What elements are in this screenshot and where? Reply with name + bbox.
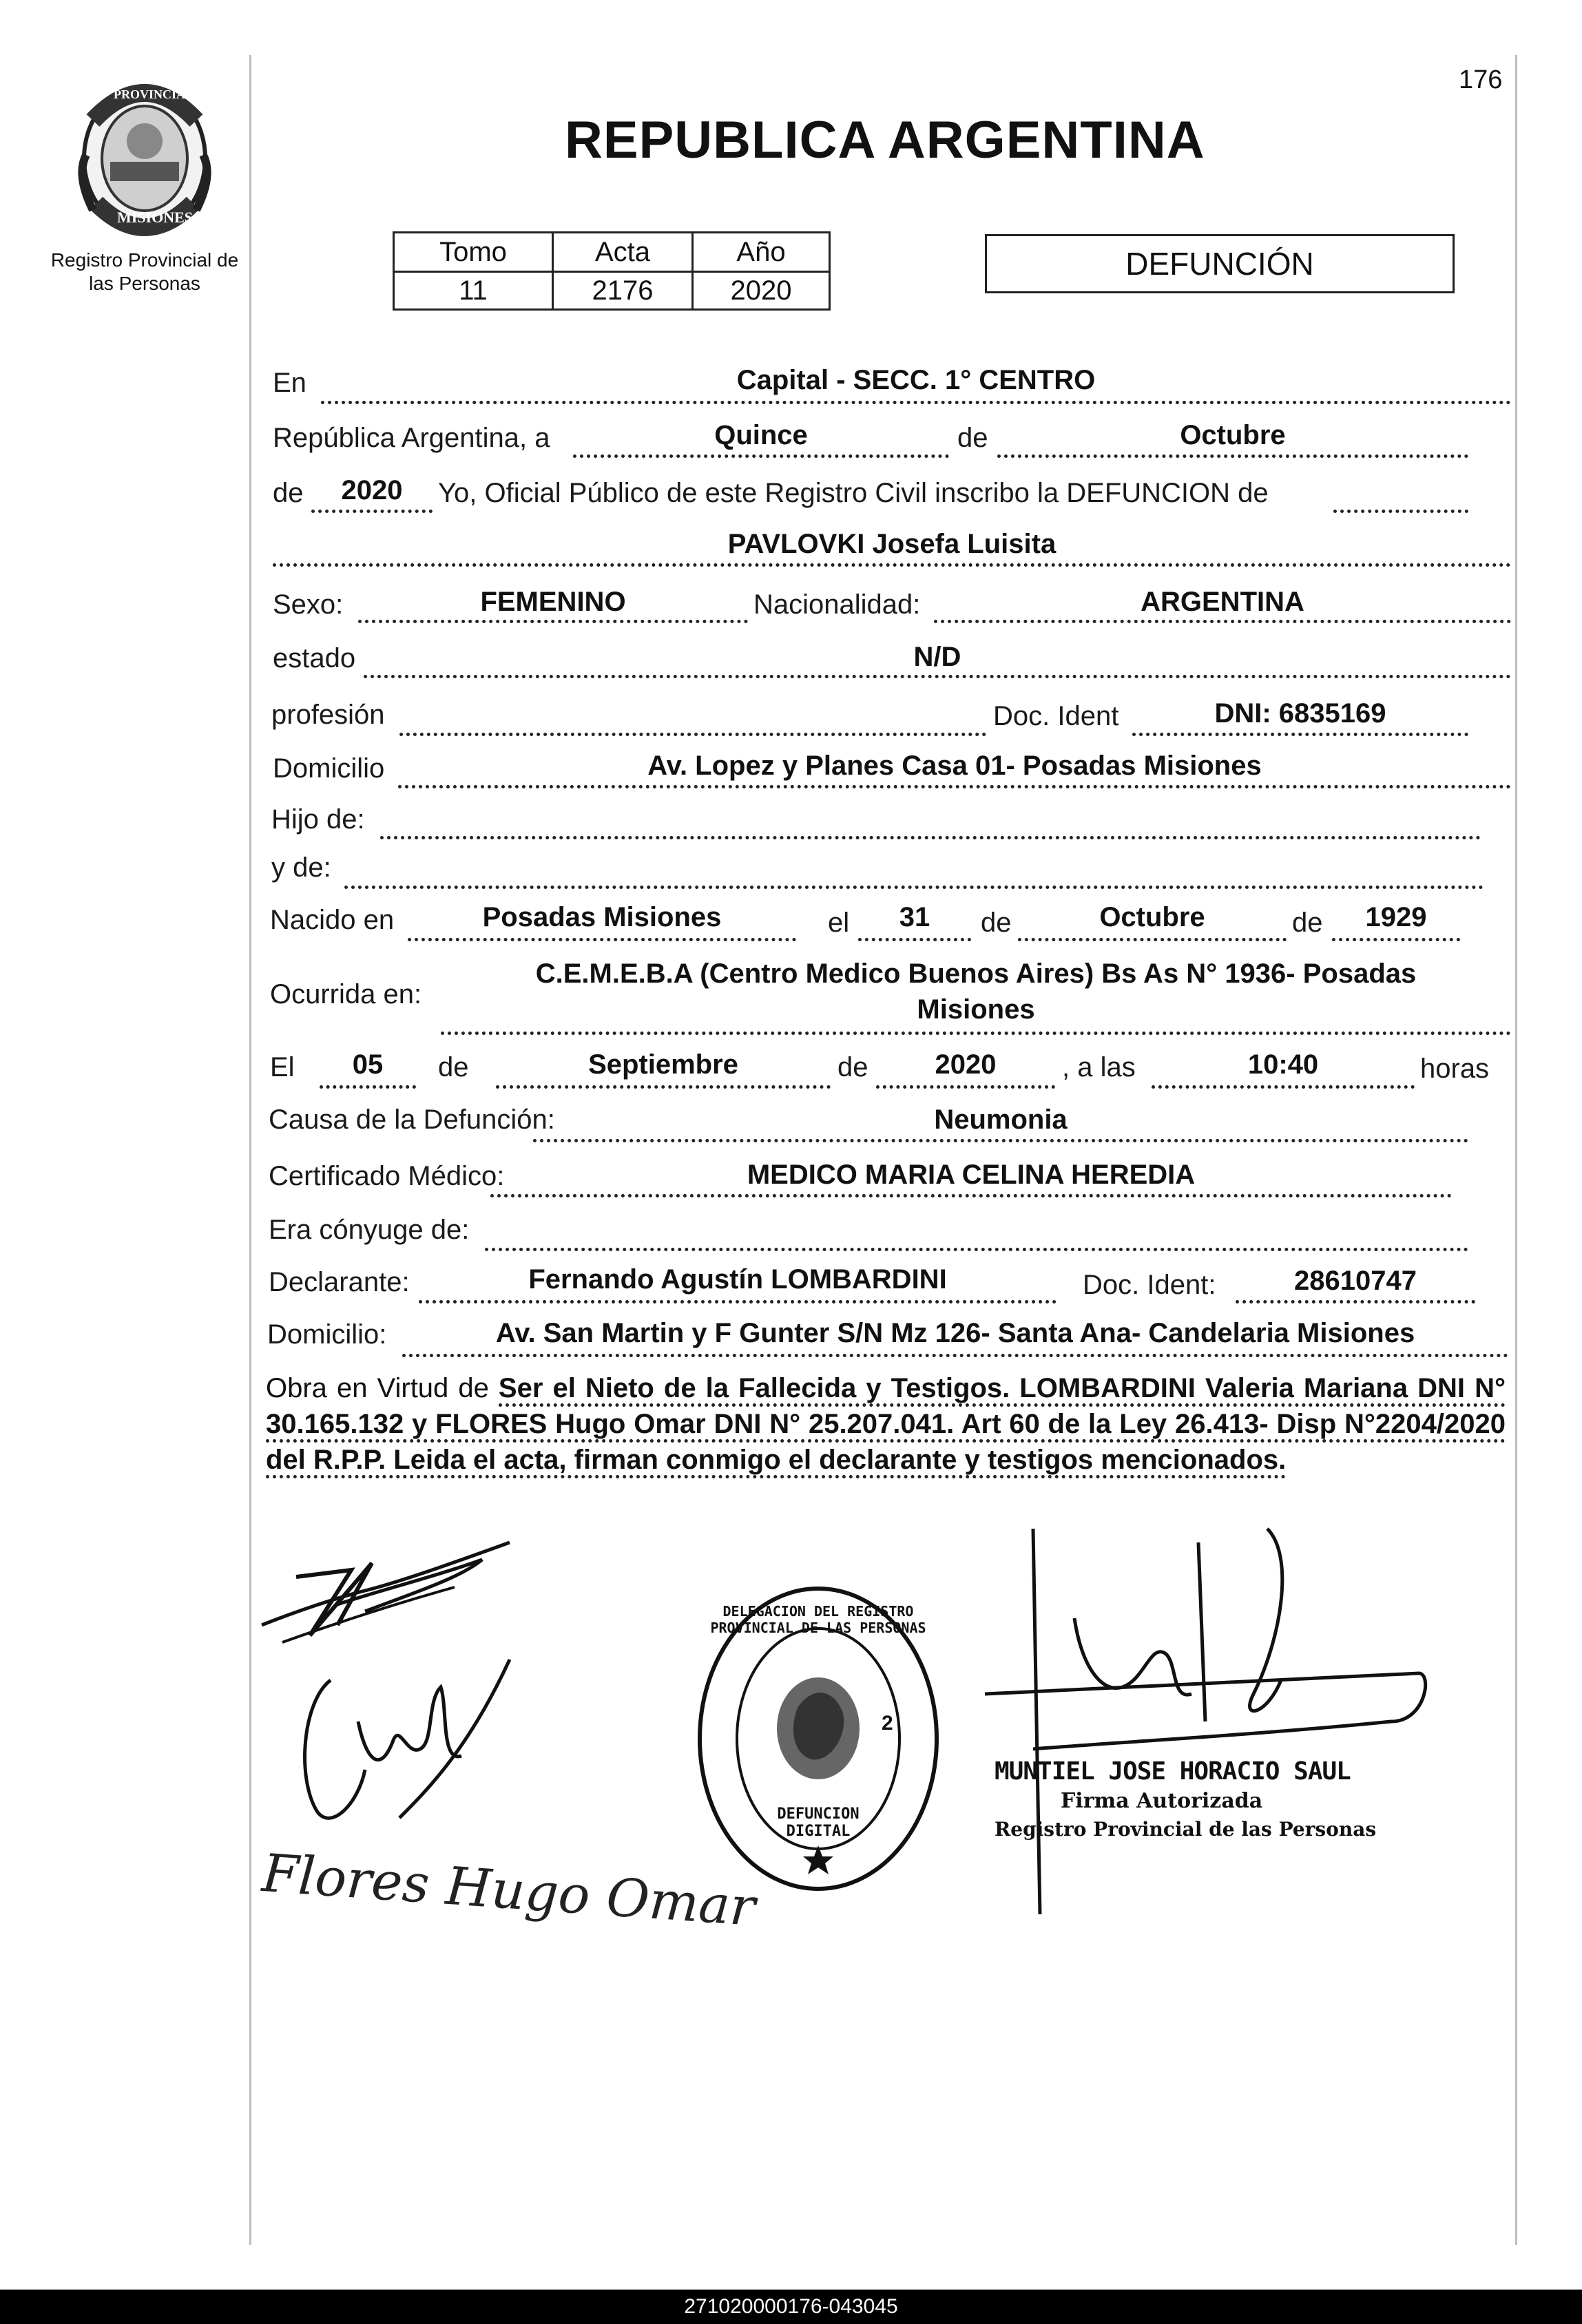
profession-line <box>399 733 986 736</box>
nationality-value: ARGENTINA <box>1141 587 1304 617</box>
declarant-value: Fernando Agustín LOMBARDINI <box>528 1264 947 1295</box>
death-day-line <box>320 1085 416 1089</box>
sexo-label: Sexo: <box>273 589 344 620</box>
ocurrida-en-label: Ocurrida en: <box>270 979 422 1009</box>
death-year-line <box>876 1085 1055 1089</box>
cause-value: Neumonia <box>934 1105 1068 1135</box>
witness-signature <box>289 1639 523 1845</box>
registry-table <box>393 231 831 311</box>
republica-label: República Argentina, a <box>273 423 550 453</box>
registry-name-line2: las Personas <box>89 273 200 294</box>
month-line <box>997 454 1468 458</box>
declarant-domicile-line <box>402 1354 1508 1357</box>
y-de-label: y de: <box>271 852 331 883</box>
birth-place-value: Posadas Misiones <box>482 902 722 932</box>
de-label-6: de <box>837 1052 868 1082</box>
cause-line <box>533 1139 1468 1142</box>
de-label-5: de <box>438 1052 469 1082</box>
sex-line <box>358 620 748 623</box>
doc-ident-value: DNI: 6835169 <box>1214 698 1386 729</box>
birth-year-line <box>1332 938 1460 941</box>
acta-value: 2176 <box>553 272 693 310</box>
birth-day-line <box>858 938 971 941</box>
year-line <box>311 510 433 513</box>
certificate-line <box>490 1194 1452 1197</box>
tomo-header: Tomo <box>394 233 553 272</box>
certificate-value: MEDICO MARIA CELINA HEREDIA <box>747 1160 1196 1190</box>
death-day-value: 05 <box>352 1049 384 1080</box>
birth-month-line <box>1018 938 1287 941</box>
death-time-value: 10:40 <box>1247 1049 1319 1080</box>
civil-status-line <box>364 675 1511 678</box>
nacido-en-label: Nacido en <box>270 905 395 935</box>
de-label-3: de <box>981 908 1012 938</box>
left-margin-line <box>249 55 251 2245</box>
nationality-line <box>934 620 1511 623</box>
footer-code: 271020000176-043045 <box>684 2295 898 2318</box>
seal-ring-text: DELEGACION DEL REGISTRO PROVINCIAL DE LAS PERSONAS <box>710 1603 926 1636</box>
declarant-line <box>419 1300 1057 1304</box>
el-cap-label: El <box>270 1052 295 1082</box>
obra-text-value: Ser el Nieto de la Fallecida y Testigos. LOMBARDINI Valeria Mariana DNI N° 30.165.132 y FLORES Hugo Omar DNI N° 25.207.041. Art 60 de la Ley 26.413- Disp N°2204/2020 del R.P.P. Leida el acta, firman conmigo el declarante y testigos mencionados. <box>266 1373 1506 1478</box>
officer-org: Registro Provincial de las Personas <box>995 1818 1377 1841</box>
declarant-domicile-value: Av. San Martin y F Gunter S/N Mz 126- Santa Ana- Candelaria Misiones <box>495 1318 1415 1348</box>
logo-top-text: PROVINCIA DE <box>114 87 205 101</box>
deceased-name-line <box>273 563 1511 567</box>
obra-paragraph <box>266 1370 1506 1478</box>
hijo-de-label: Hijo de: <box>271 804 365 835</box>
place-line <box>321 401 1511 404</box>
document-type-box: DEFUNCIÓN <box>985 234 1455 293</box>
birth-month-value: Octubre <box>1099 902 1205 932</box>
de-label-2: de <box>273 478 304 508</box>
death-time-line <box>1152 1085 1415 1089</box>
tomo-value: 11 <box>394 272 553 310</box>
death-month-line <box>496 1085 831 1089</box>
declarante-label: Declarante: <box>269 1267 410 1297</box>
deceased-prefix-line <box>1333 510 1468 513</box>
witness-handwritten-name: Flores Hugo Omar <box>260 1842 758 1938</box>
declarant-doc-line <box>1236 1300 1475 1304</box>
nacionalidad-label: Nacionalidad: <box>753 589 921 620</box>
de-label-1: de <box>957 423 988 453</box>
misiones-logo <box>72 72 217 238</box>
doc-ident-label: Doc. Ident <box>993 701 1119 731</box>
death-month-value: Septiembre <box>588 1049 738 1080</box>
domicilio-label: Domicilio <box>273 753 385 784</box>
sex-value: FEMENINO <box>480 587 626 617</box>
birth-year-value: 1929 <box>1365 902 1427 932</box>
officer-signature <box>978 1515 1460 1928</box>
footer-bar <box>0 2290 1582 2324</box>
anio-value: 2020 <box>693 272 830 310</box>
right-margin-line <box>1515 55 1517 2245</box>
deceased-name-value: PAVLOVKI Josefa Luisita <box>727 529 1057 559</box>
yo-text: Yo, Oficial Público de este Registro Civil inscribo la DEFUNCION de <box>438 478 1269 508</box>
registry-name-line1: Registro Provincial de <box>50 249 239 271</box>
death-year-value: 2020 <box>935 1049 997 1080</box>
anio-header: Año <box>693 233 830 272</box>
officer-name: MUNTIEL JOSE HORACIO SAUL <box>995 1757 1351 1786</box>
seal-inner-text: DEFUNCION DIGITAL <box>777 1805 860 1840</box>
en-label: En <box>273 368 306 398</box>
conyuge-label: Era cónyuge de: <box>269 1215 470 1245</box>
birth-place-line <box>408 938 796 941</box>
spouse-line <box>485 1248 1468 1251</box>
a-las-label: , a las <box>1062 1052 1136 1082</box>
seal-number: 2 <box>882 1712 893 1735</box>
occurred-line2-value: Misiones <box>917 994 1035 1025</box>
son-of-line <box>380 836 1481 839</box>
day-words-value: Quince <box>714 420 808 450</box>
profesion-label: profesión <box>271 700 385 730</box>
declarant-doc-value: 28610747 <box>1294 1266 1417 1296</box>
de-label-4: de <box>1292 908 1323 938</box>
doc-ident-colon-label: Doc. Ident: <box>1083 1270 1216 1300</box>
causa-label: Causa de la Defunción: <box>269 1105 555 1135</box>
month-value: Octubre <box>1180 420 1286 450</box>
occurred-line1-value: C.E.M.E.B.A (Centro Medico Buenos Aires) Bs As N° 1936- Posadas <box>535 959 1417 989</box>
el-label: el <box>828 908 850 938</box>
acta-header: Acta <box>553 233 693 272</box>
doc-ident-line <box>1132 733 1468 736</box>
and-of-line <box>344 886 1484 889</box>
domicile-line <box>398 785 1511 788</box>
page-title: REPUBLICA ARGENTINA <box>565 111 1205 169</box>
civil-status-value: N/D <box>913 642 961 672</box>
page-number: 176 <box>1459 65 1503 94</box>
year-value: 2020 <box>341 475 403 505</box>
place-value: Capital - SECC. 1° CENTRO <box>736 365 1096 395</box>
obra-prefix-label: Obra en Virtud de <box>266 1373 489 1403</box>
birth-day-value: 31 <box>899 902 930 932</box>
horas-label: horas <box>1420 1054 1490 1084</box>
certificado-label: Certificado Médico: <box>269 1161 505 1191</box>
official-seal <box>694 1584 942 1894</box>
occurred-line <box>441 1032 1511 1035</box>
logo-bottom-text: MISIONES <box>117 209 194 226</box>
day-line <box>573 454 949 458</box>
officer-role: Firma Autorizada <box>1061 1789 1263 1813</box>
estado-label: estado <box>273 643 356 673</box>
domicilio-colon-label: Domicilio: <box>267 1319 387 1350</box>
domicile-value: Av. Lopez y Planes Casa 01- Posadas Misiones <box>647 751 1262 781</box>
